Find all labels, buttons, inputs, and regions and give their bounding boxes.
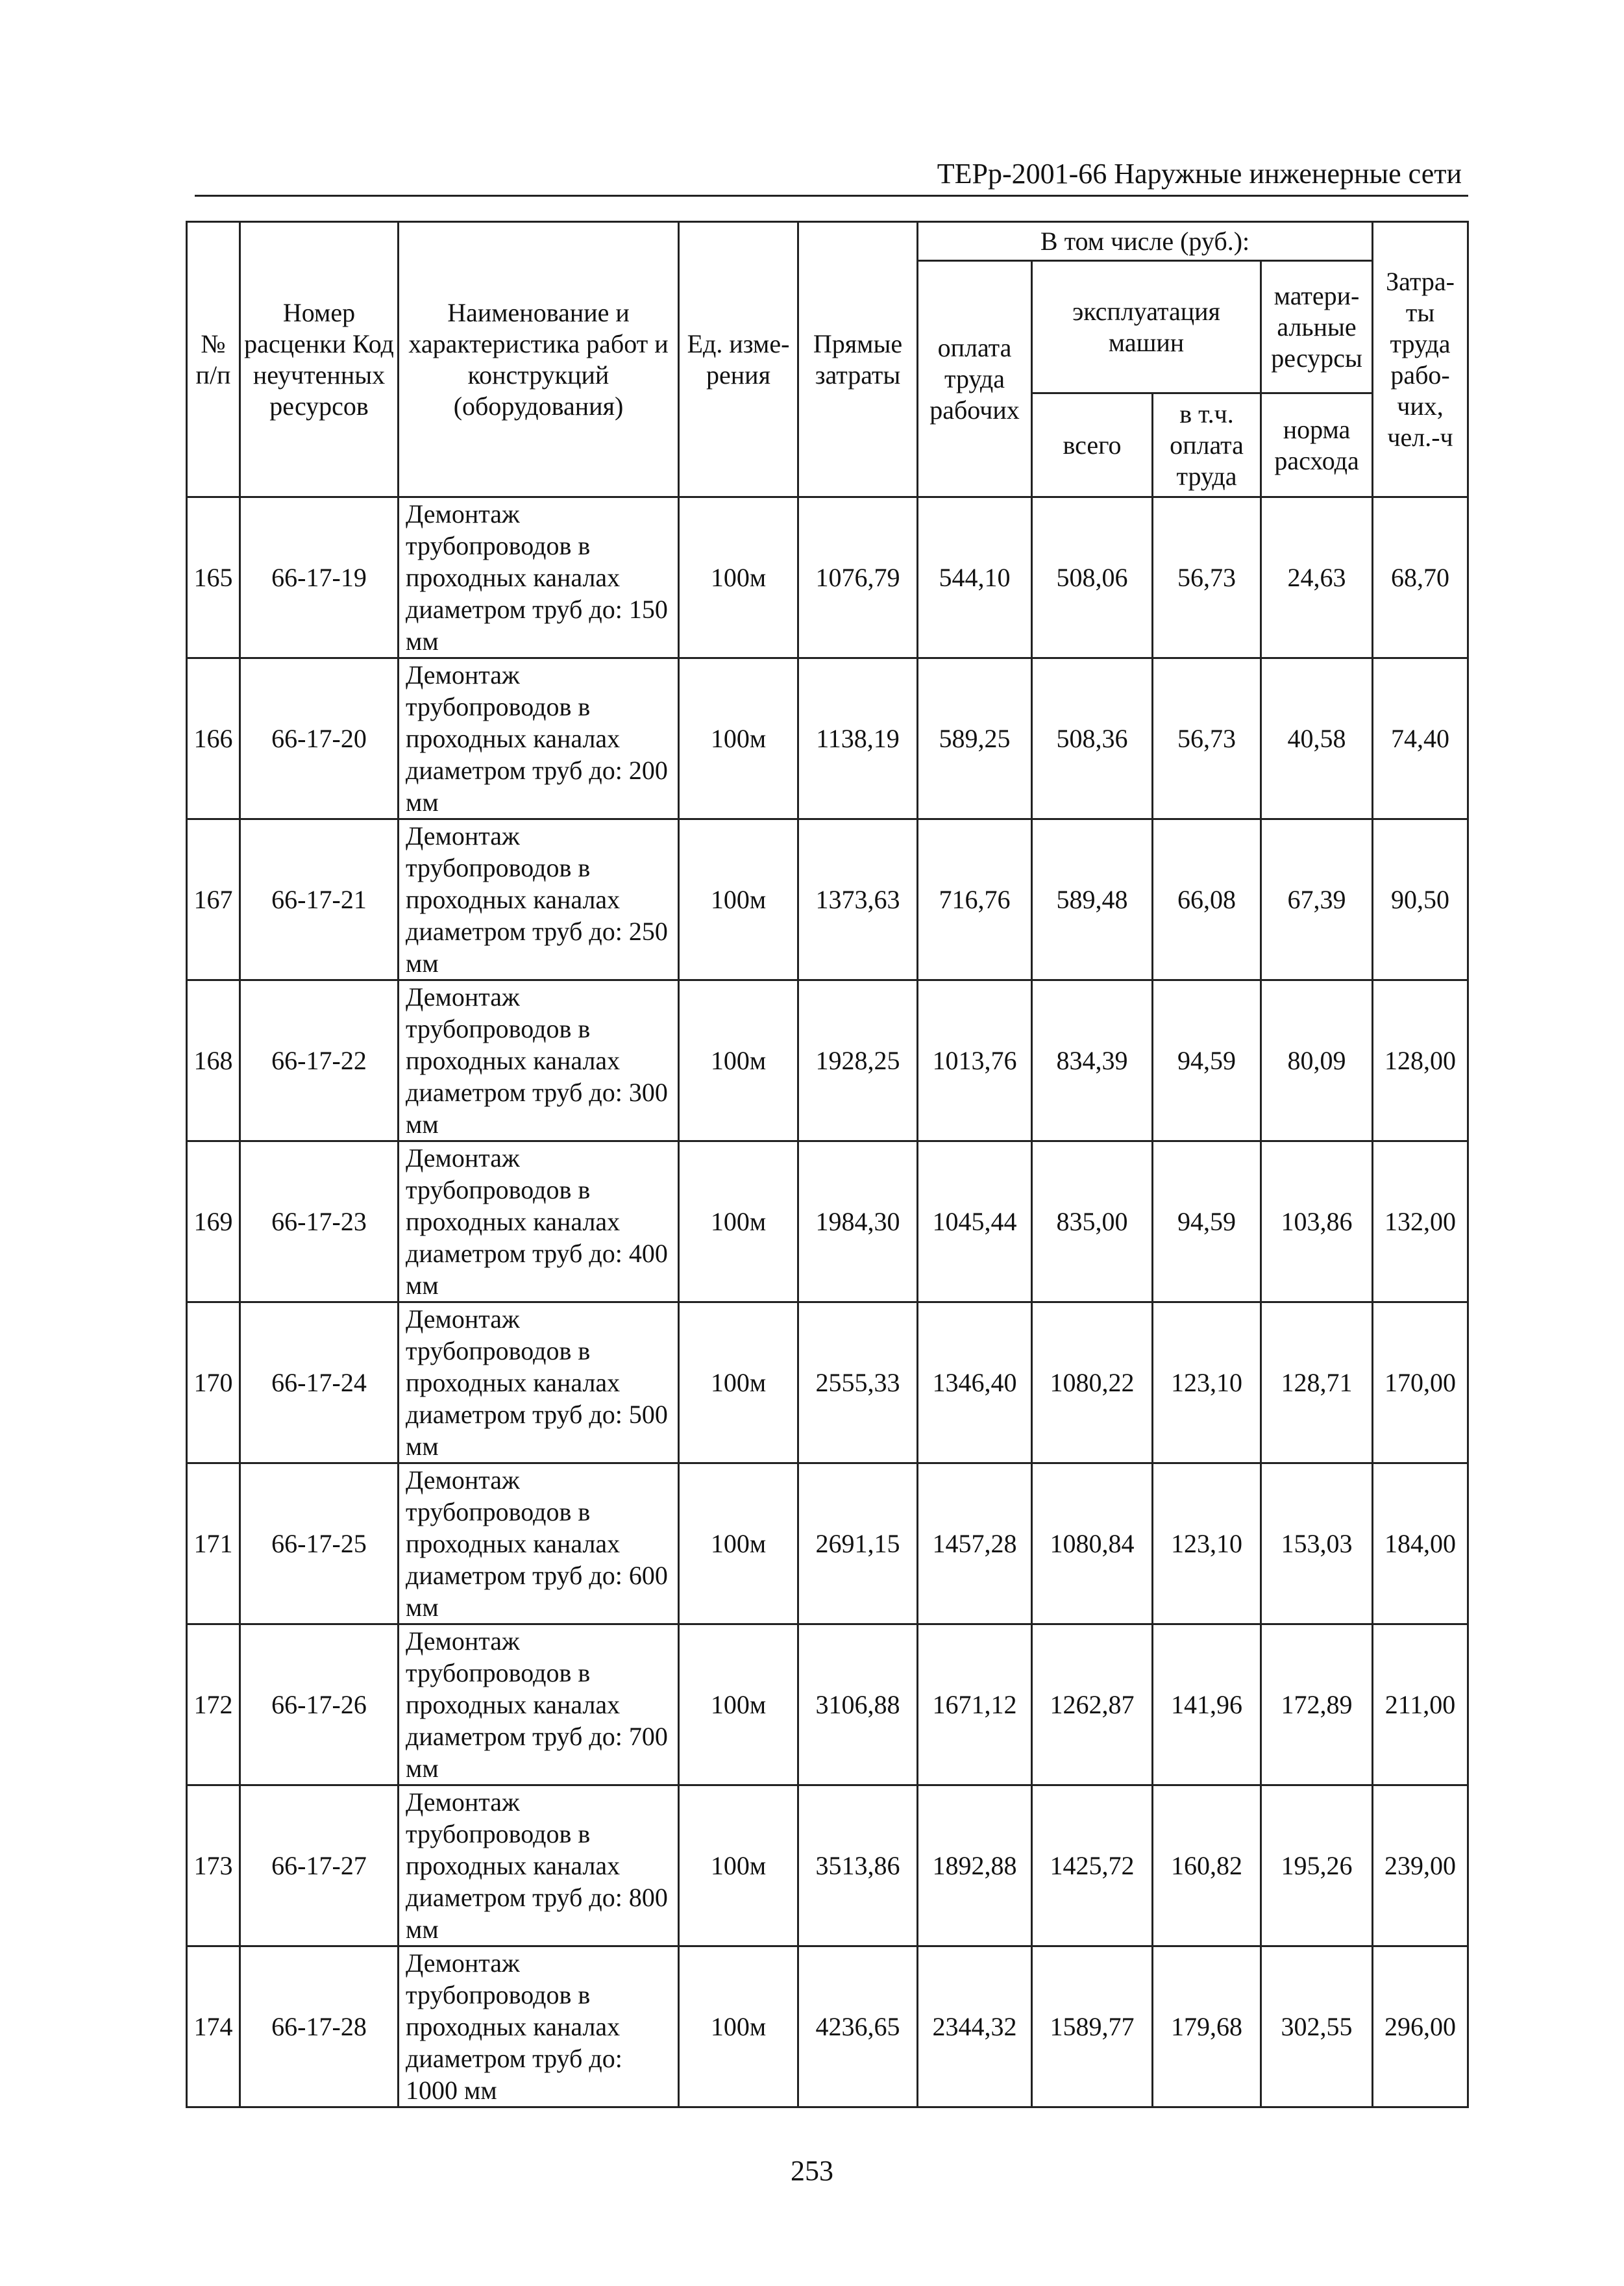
machines-labor-pay: 56,73 <box>1153 497 1261 658</box>
header-row <box>187 222 1468 261</box>
labor-pay: 716,76 <box>918 819 1032 980</box>
direct-costs: 1984,30 <box>798 1141 918 1302</box>
work-name: Демонтаж трубопроводов в проходных каналах диаметром труб до: 400 мм <box>399 1141 679 1302</box>
labor-hours: 128,00 <box>1373 980 1468 1141</box>
work-name: Демонтаж трубопроводов в проходных каналах диаметром труб до: 1000 мм <box>399 1946 679 2107</box>
col-header-unit: Ед. изме- рения <box>679 222 798 497</box>
work-name: Демонтаж трубопроводов в проходных каналах диаметром труб до: 300 мм <box>399 980 679 1141</box>
labor-pay: 1346,40 <box>918 1302 1032 1463</box>
table-row <box>187 1463 1468 1624</box>
rate-code: 66-17-19 <box>240 497 399 658</box>
table-row <box>187 819 1468 980</box>
header-rule <box>195 195 1468 197</box>
labor-pay: 589,25 <box>918 658 1032 819</box>
materials-norm: 195,26 <box>1261 1785 1373 1946</box>
work-name: Демонтаж трубопроводов в проходных каналах диаметром труб до: 200 мм <box>399 658 679 819</box>
col-header-materials: матери- альные ресурсы <box>1261 261 1373 393</box>
work-name: Демонтаж трубопроводов в проходных каналах диаметром труб до: 700 мм <box>399 1624 679 1785</box>
labor-hours: 132,00 <box>1373 1141 1468 1302</box>
machines-total: 589,48 <box>1032 819 1153 980</box>
col-header-machines-labor: в т.ч. оплата труда <box>1153 393 1261 497</box>
row-number: 171 <box>187 1463 240 1624</box>
direct-costs: 1373,63 <box>798 819 918 980</box>
col-header-machines-total: всего <box>1032 393 1153 497</box>
machines-labor-pay: 141,96 <box>1153 1624 1261 1785</box>
unit-of-measure: 100м <box>679 658 798 819</box>
machines-total: 1589,77 <box>1032 1946 1153 2107</box>
unit-of-measure: 100м <box>679 1302 798 1463</box>
labor-hours: 184,00 <box>1373 1463 1468 1624</box>
rate-code: 66-17-27 <box>240 1785 399 1946</box>
machines-total: 1262,87 <box>1032 1624 1153 1785</box>
labor-pay: 1457,28 <box>918 1463 1032 1624</box>
rates-table <box>186 221 1469 2108</box>
rate-code: 66-17-26 <box>240 1624 399 1785</box>
labor-pay: 1045,44 <box>918 1141 1032 1302</box>
labor-pay: 1013,76 <box>918 980 1032 1141</box>
direct-costs: 3513,86 <box>798 1785 918 1946</box>
col-header-labor-hours: Затра- ты труда рабо- чих, чел.-ч <box>1373 222 1468 497</box>
direct-costs: 2555,33 <box>798 1302 918 1463</box>
labor-hours: 68,70 <box>1373 497 1468 658</box>
machines-labor-pay: 94,59 <box>1153 980 1261 1141</box>
table-row <box>187 658 1468 819</box>
materials-norm: 67,39 <box>1261 819 1373 980</box>
table-row <box>187 980 1468 1141</box>
row-number: 168 <box>187 980 240 1141</box>
row-number: 173 <box>187 1785 240 1946</box>
work-name: Демонтаж трубопроводов в проходных каналах диаметром труб до: 600 мм <box>399 1463 679 1624</box>
machines-total: 834,39 <box>1032 980 1153 1141</box>
table-row <box>187 497 1468 658</box>
materials-norm: 80,09 <box>1261 980 1373 1141</box>
col-header-code: Номер расценки Код неучтенных ресурсов <box>240 222 399 497</box>
direct-costs: 1138,19 <box>798 658 918 819</box>
materials-norm: 172,89 <box>1261 1624 1373 1785</box>
unit-of-measure: 100м <box>679 497 798 658</box>
labor-hours: 90,50 <box>1373 819 1468 980</box>
labor-hours: 74,40 <box>1373 658 1468 819</box>
labor-hours: 170,00 <box>1373 1302 1468 1463</box>
rate-code: 66-17-25 <box>240 1463 399 1624</box>
labor-hours: 296,00 <box>1373 1946 1468 2107</box>
work-name: Демонтаж трубопроводов в проходных каналах диаметром труб до: 500 мм <box>399 1302 679 1463</box>
table-row <box>187 1624 1468 1785</box>
materials-norm: 302,55 <box>1261 1946 1373 2107</box>
rate-code: 66-17-22 <box>240 980 399 1141</box>
machines-labor-pay: 56,73 <box>1153 658 1261 819</box>
col-header-labor-pay: оплата труда рабочих <box>918 261 1032 497</box>
rate-code: 66-17-21 <box>240 819 399 980</box>
page-number: 253 <box>791 2155 833 2187</box>
rate-code: 66-17-28 <box>240 1946 399 2107</box>
direct-costs: 1076,79 <box>798 497 918 658</box>
col-header-materials-norm: норма расхода <box>1261 393 1373 497</box>
unit-of-measure: 100м <box>679 1141 798 1302</box>
work-name: Демонтаж трубопроводов в проходных каналах диаметром труб до: 150 мм <box>399 497 679 658</box>
unit-of-measure: 100м <box>679 1785 798 1946</box>
machines-total: 1080,22 <box>1032 1302 1153 1463</box>
labor-pay: 544,10 <box>918 497 1032 658</box>
machines-labor-pay: 160,82 <box>1153 1785 1261 1946</box>
col-header-including: В том числе (руб.): <box>918 222 1373 261</box>
labor-pay: 1671,12 <box>918 1624 1032 1785</box>
direct-costs: 2691,15 <box>798 1463 918 1624</box>
machines-total: 508,06 <box>1032 497 1153 658</box>
machines-total: 1425,72 <box>1032 1785 1153 1946</box>
machines-total: 835,00 <box>1032 1141 1153 1302</box>
machines-total: 508,36 <box>1032 658 1153 819</box>
labor-pay: 1892,88 <box>918 1785 1032 1946</box>
machines-labor-pay: 123,10 <box>1153 1302 1261 1463</box>
machines-labor-pay: 179,68 <box>1153 1946 1261 2107</box>
row-number: 174 <box>187 1946 240 2107</box>
table-row <box>187 1141 1468 1302</box>
unit-of-measure: 100м <box>679 980 798 1141</box>
direct-costs: 3106,88 <box>798 1624 918 1785</box>
materials-norm: 103,86 <box>1261 1141 1373 1302</box>
unit-of-measure: 100м <box>679 1624 798 1785</box>
col-header-machines: эксплуатация машин <box>1032 261 1261 393</box>
row-number: 169 <box>187 1141 240 1302</box>
unit-of-measure: 100м <box>679 819 798 980</box>
row-number: 170 <box>187 1302 240 1463</box>
labor-hours: 211,00 <box>1373 1624 1468 1785</box>
materials-norm: 24,63 <box>1261 497 1373 658</box>
direct-costs: 4236,65 <box>798 1946 918 2107</box>
row-number: 172 <box>187 1624 240 1785</box>
unit-of-measure: 100м <box>679 1946 798 2107</box>
direct-costs: 1928,25 <box>798 980 918 1141</box>
col-header-name: Наименование и характеристика работ и конструкций (оборудования) <box>399 222 679 497</box>
work-name: Демонтаж трубопроводов в проходных каналах диаметром труб до: 250 мм <box>399 819 679 980</box>
table-row <box>187 1302 1468 1463</box>
work-name: Демонтаж трубопроводов в проходных каналах диаметром труб до: 800 мм <box>399 1785 679 1946</box>
row-number: 166 <box>187 658 240 819</box>
unit-of-measure: 100м <box>679 1463 798 1624</box>
col-header-num: № п/п <box>187 222 240 497</box>
labor-pay: 2344,32 <box>918 1946 1032 2107</box>
machines-labor-pay: 123,10 <box>1153 1463 1261 1624</box>
machines-labor-pay: 66,08 <box>1153 819 1261 980</box>
materials-norm: 40,58 <box>1261 658 1373 819</box>
row-number: 165 <box>187 497 240 658</box>
rate-code: 66-17-24 <box>240 1302 399 1463</box>
rate-code: 66-17-20 <box>240 658 399 819</box>
rate-code: 66-17-23 <box>240 1141 399 1302</box>
materials-norm: 153,03 <box>1261 1463 1373 1624</box>
materials-norm: 128,71 <box>1261 1302 1373 1463</box>
col-header-direct: Прямые затраты <box>798 222 918 497</box>
machines-labor-pay: 94,59 <box>1153 1141 1261 1302</box>
page-header-title: ТЕРр-2001-66 Наружные инженерные сети <box>937 158 1462 190</box>
table-row <box>187 1946 1468 2107</box>
labor-hours: 239,00 <box>1373 1785 1468 1946</box>
machines-total: 1080,84 <box>1032 1463 1153 1624</box>
row-number: 167 <box>187 819 240 980</box>
table-row <box>187 1785 1468 1946</box>
